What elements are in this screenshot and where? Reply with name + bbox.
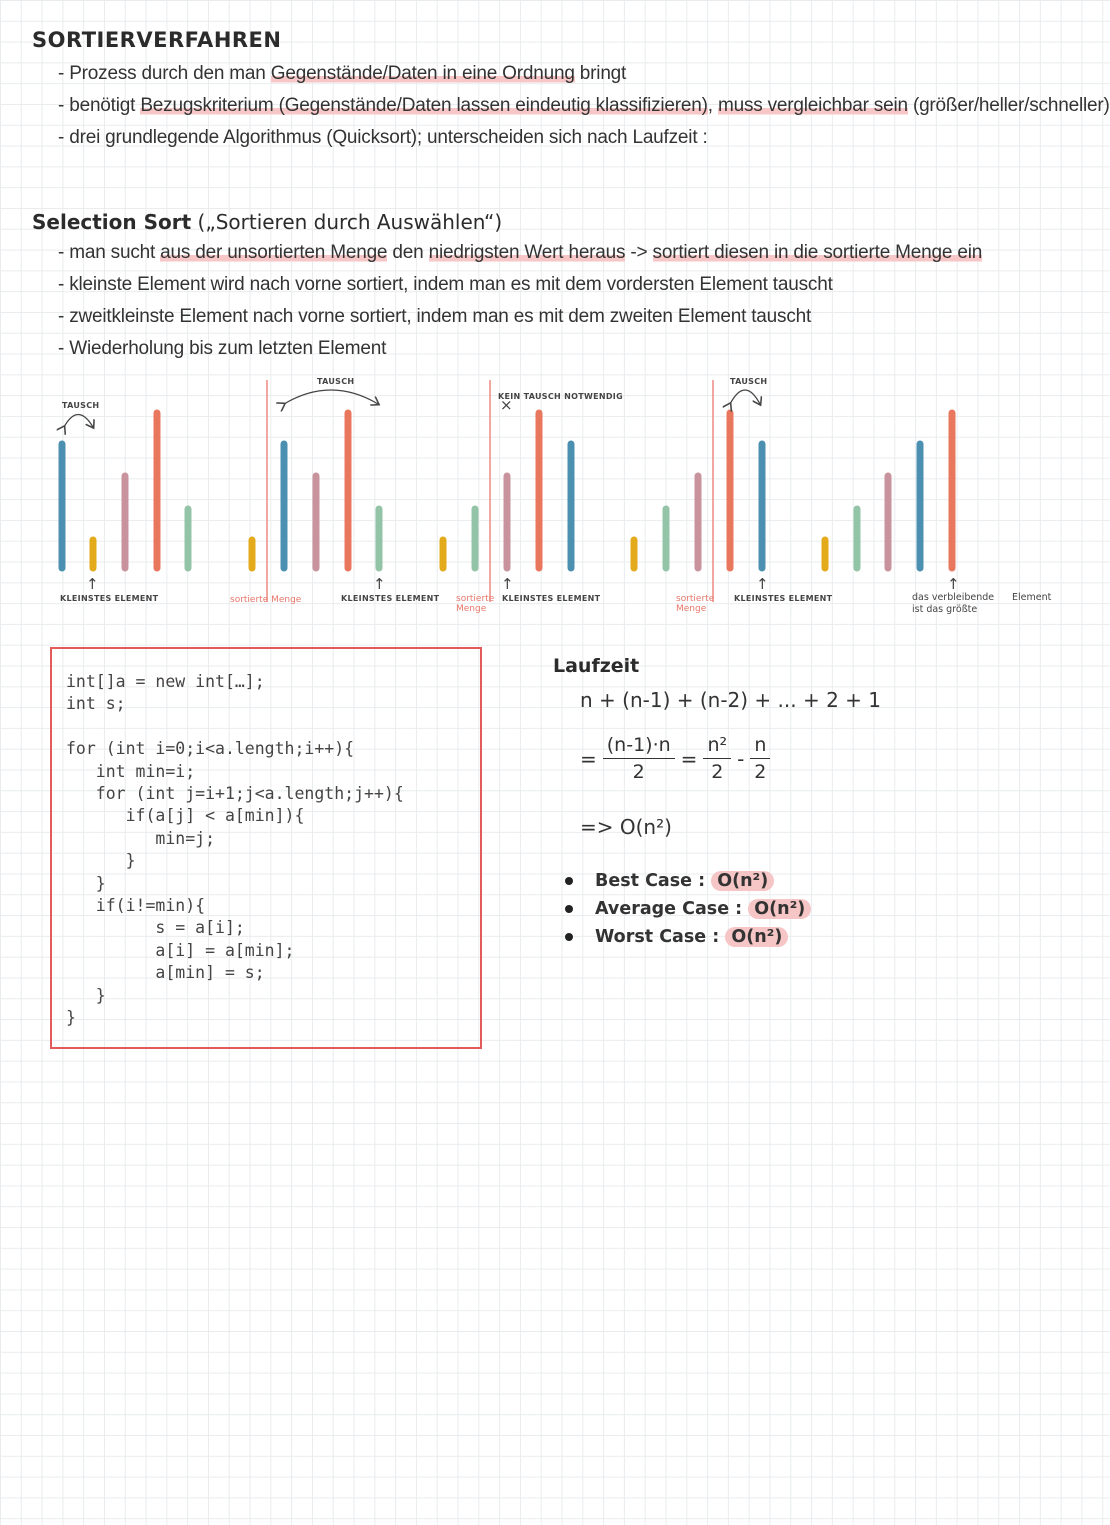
intro-line-2-b: , <box>707 95 718 116</box>
code-block: int[]a = new int[…]; int s; for (int i=0;i<a.length;i++){ int min=i; for (int j=i+1;j<a.length;j++){ if(a[j] < a[min]){ min=j; } } if(i!=min){ s = a[i]; a[i] = a[min]; a[min] = s; } } <box>66 672 404 1028</box>
average-case-value: O(n²) <box>748 899 811 919</box>
intro-line-1-a: - Prozess durch den man <box>58 63 271 84</box>
laufzeit-title: Laufzeit <box>553 655 640 677</box>
intro-line-2-c: (größer/heller/schneller) <box>907 95 1110 116</box>
arrow-up-icon: ↑ <box>501 575 514 593</box>
selection-sort-subtitle: („Sortieren durch Auswählen“) <box>191 210 503 234</box>
selection-bullet-1-highlight-3: sortiert diesen in die sortierte Menge ein <box>652 242 983 263</box>
selection-bullet-1-a: - man sucht <box>58 242 161 263</box>
sortierte-label-3: sortierte <box>676 594 715 604</box>
selection-bullet-1-highlight-2: niedrigsten Wert heraus <box>428 242 626 263</box>
remaining-label-2: Element <box>1012 592 1052 603</box>
arrow-up-icon: ↑ <box>756 575 769 593</box>
minus-sign: - <box>737 746 745 771</box>
swap-arrow-4 <box>730 390 760 404</box>
best-case-label: Best Case : <box>595 871 706 891</box>
menge-label-2: Menge <box>456 604 487 614</box>
bar-group-step-3 <box>443 413 571 568</box>
laufzeit-sum: n + (n-1) + (n-2) + ... + 2 + 1 <box>580 688 882 712</box>
remaining-label-1: das verbleibende <box>912 592 995 603</box>
bar-group-step-2 <box>252 413 379 568</box>
tausch-label-1: TAUSCH <box>62 401 100 410</box>
intro-line-1 <box>58 63 626 85</box>
selection-bullet-1-highlight-1: aus der unsortierten Menge <box>160 242 388 263</box>
page-title: SORTIERVERFAHREN <box>32 28 282 52</box>
intro-line-2-highlight-1: Bezugskriterium (Gegenstände/Daten lassen eindeutig klassifizieren) <box>140 95 708 116</box>
laufzeit-fraction-line <box>580 734 770 783</box>
laufzeit-result: => O(n²) <box>580 815 672 839</box>
swap-arrow-2 <box>284 390 378 404</box>
best-case-value: O(n²) <box>711 871 774 891</box>
selection-bullet-3: - zweitkleinste Element nach vorne sortiert, indem man es mit dem zweiten Element tauscht <box>58 306 812 327</box>
kleinstes-element-label-4: KLEINSTES ELEMENT <box>734 594 833 603</box>
intro-line-1-highlight: Gegenstände/Daten in eine Ordnung <box>270 63 575 84</box>
tausch-label-4: TAUSCH <box>730 377 768 386</box>
fraction-2-num: n² <box>703 734 731 759</box>
kleinstes-element-label-1: KLEINSTES ELEMENT <box>60 594 159 603</box>
worst-case-label: Worst Case : <box>595 927 720 947</box>
bullet-icon <box>565 905 573 913</box>
selection-bullet-1-c: -> <box>625 242 653 263</box>
fraction-3 <box>750 734 770 783</box>
fraction-2 <box>703 734 731 783</box>
fraction-2-den: 2 <box>711 761 724 783</box>
intro-line-3: - drei grundlegende Algorithmus (Quicksort); unterscheiden sich nach Laufzeit : <box>58 127 708 148</box>
bar-group-step-1 <box>62 413 188 568</box>
kein-tausch-label: KEIN TAUSCH NOTWENDIG <box>498 392 623 401</box>
arrow-up-icon: ↑ <box>373 575 386 593</box>
tausch-label-2: TAUSCH <box>317 377 355 386</box>
bullet-icon <box>565 933 573 941</box>
fraction-3-den: 2 <box>754 761 767 783</box>
selection-bullet-1-b: den <box>387 242 429 263</box>
sortierte-menge-label-1: sortierte Menge <box>230 595 302 605</box>
intro-line-2 <box>58 95 1110 117</box>
intro-line-2-a: - benötigt <box>58 95 141 116</box>
average-case-label: Average Case : <box>595 899 743 919</box>
selection-bullet-1 <box>58 242 982 264</box>
selection-bullet-4: - Wiederholung bis zum letzten Element <box>58 338 387 359</box>
fraction-1 <box>603 734 675 783</box>
menge-label-3: Menge <box>676 604 707 614</box>
worst-case <box>565 927 788 947</box>
bullet-icon <box>565 877 573 885</box>
worst-case-value: O(n²) <box>725 927 788 947</box>
equals-sign: = <box>680 746 698 771</box>
cross-icon: × <box>500 396 513 414</box>
arrow-up-icon: ↑ <box>947 575 960 593</box>
selection-sort-heading <box>32 210 502 234</box>
intro-line-2-highlight-2: muss vergleichbar sein <box>717 95 908 116</box>
arrow-up-icon: ↑ <box>86 575 99 593</box>
remaining-label-3: ist das größte <box>912 604 978 615</box>
best-case <box>565 871 774 891</box>
average-case <box>565 899 811 919</box>
kleinstes-element-label-2: KLEINSTES ELEMENT <box>341 594 440 603</box>
fraction-1-num: (n-1)·n <box>603 734 675 759</box>
selection-sort-diagram <box>0 372 1080 622</box>
bar-group-step-4 <box>634 413 762 568</box>
intro-line-1-b: bringt <box>574 63 627 84</box>
bar-group-step-5 <box>825 413 952 568</box>
code-box <box>50 647 482 1049</box>
selection-sort-title: Selection Sort <box>32 210 192 234</box>
fraction-1-den: 2 <box>632 761 645 783</box>
sortierte-label-2: sortierte <box>456 594 495 604</box>
fraction-3-num: n <box>750 734 770 759</box>
swap-arrow-1 <box>64 415 93 428</box>
kleinstes-element-label-3: KLEINSTES ELEMENT <box>502 594 601 603</box>
selection-bullet-2: - kleinste Element wird nach vorne sortiert, indem man es mit dem vordersten Element tauscht <box>58 274 833 295</box>
equals-sign: = <box>580 746 597 771</box>
